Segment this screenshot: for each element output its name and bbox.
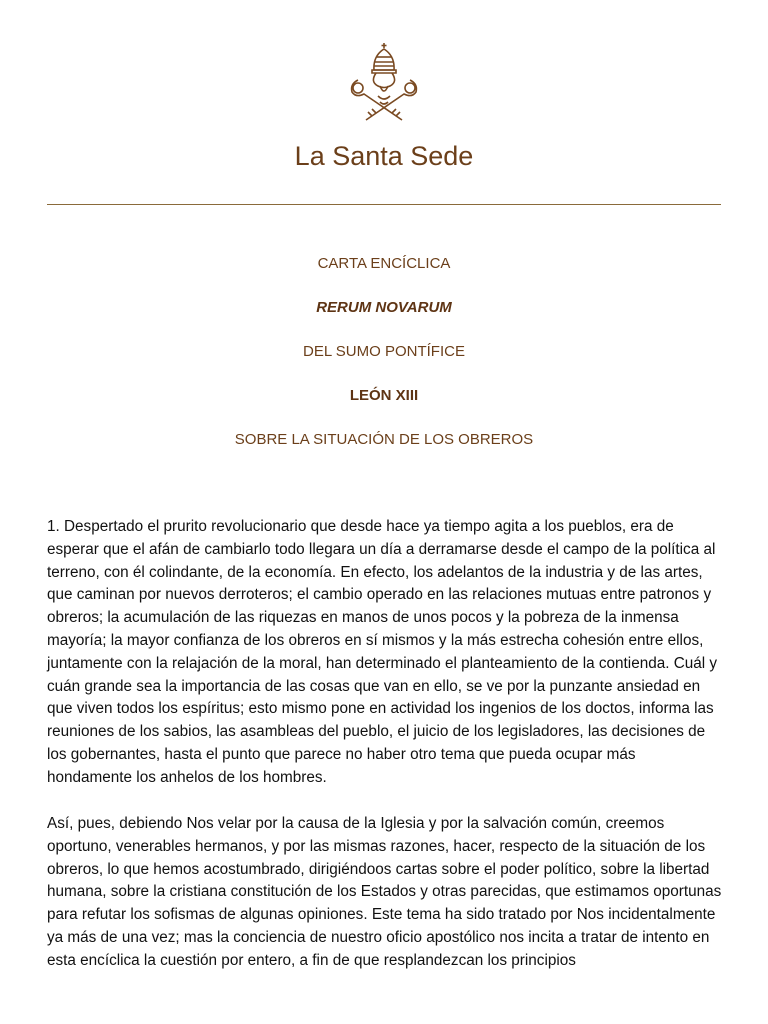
header-divider — [47, 204, 721, 205]
body-paragraph-2 — [47, 813, 723, 973]
paragraph-text: Así, pues, debiendo Nos velar por la causa de la Iglesia y por la salvación común, creemos oportuno, venerables hermanos, y por las mismas razones, hacer, respecto de la situación de los obreros, lo que hemos acostumbrado, dirigiéndoos cartas sobre el poder político, sobre la libertad humana, sobre la cristiana constitución de los Estados y otras parecidas, que estimamos oportunas para refutar los sofismas de algunas opiniones. Este tema ha sido tratado por Nos incidentalmente ya más de una vez; mas la conciencia de nuestro oficio apostólico nos incita a tratar de intento en esta encíclica la cuestión por entero, a fin de que resplandezcan los principios — [47, 815, 722, 969]
site-title[interactable]: La Santa Sede — [294, 141, 474, 171]
document-subject: SOBRE LA SITUACIÓN DE LOS OBREROS — [234, 431, 534, 448]
body-paragraph-1 — [47, 516, 723, 790]
paragraph-text: 1. Despertado el prurito revolucionario que desde hace ya tiempo agita a los pueblos, era de esperar que el afán de cambiarlo todo llegara un día a derramarse desde el campo de la política al terreno, con él colindante, de la economía. En efecto, los adelantos de la industria y de las artes, que caminan por nuevos derroteros; el cambio operado en las relaciones mutuas entre patronos y obreros; la acumulación de las riquezas en manos de unos pocos y la pobreza de la inmensa mayoría; la mayor confianza de los obreros en sí mismos y la más estrecha cohesión entre ellos, juntamente con la relajación de la moral, han determinado el planteamiento de la contienda. Cuál y cuán grande sea la importancia de las cosas que van en ello, se ve por la punzante ansiedad en que viven todos los espíritus; esto mismo pone en actividad los ingenios de los doctos, informa las reuniones de los sabios, las asambleas del pueblo, el juicio de los legisladores, las decisiones de los gobernantes, hasta el punto que parece no haber otro tema que pueda ocupar más hondamente los anhelos de los hombres. — [47, 518, 718, 786]
author-office: DEL SUMO PONTÍFICE — [303, 343, 465, 360]
document-type: CARTA ENCÍCLICA — [317, 255, 451, 272]
author-name: LEÓN XIII — [349, 387, 419, 404]
papal-keys-tiara-icon — [340, 40, 428, 122]
document-title: RERUM NOVARUM — [316, 299, 452, 316]
